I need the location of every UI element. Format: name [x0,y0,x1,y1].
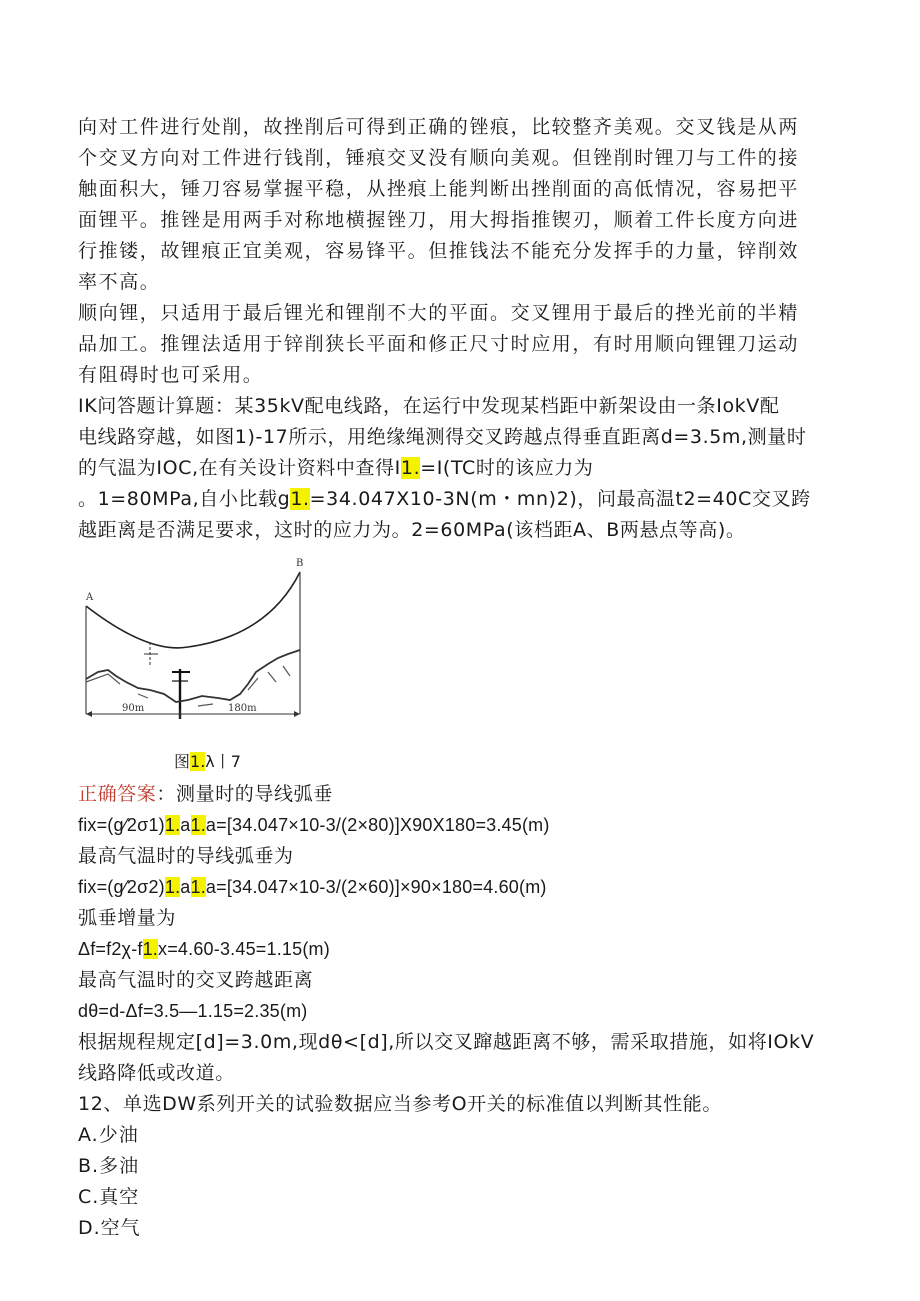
span-left-label: 90m [122,703,145,714]
text-span: 图 [174,752,191,771]
question-11 [78,391,858,546]
highlight: 1. [164,877,181,897]
answer-label: 正确答案 [78,783,157,805]
span-crossing-figure [78,554,313,779]
text-span: 。1=80MPa,自小比载g [78,488,291,510]
formula-line: dθ=d-Δf=3.5—1.15=2.35(m) [78,1001,308,1021]
question-12 [78,1089,858,1244]
question-line: 越距离是否满足要求，这时的应力为。2=60MPa(该档距A、B两悬点等高)。 [78,519,746,541]
highlight: 1. [190,752,206,771]
label-a: A [86,592,94,603]
text-span: x=4.60-3.45=1.15(m) [158,939,330,959]
highlight: 1. [190,815,206,835]
paragraph-filing-methods [78,112,858,298]
paragraph-filing-usage [78,298,858,391]
text-span: 的气温为IOC,在有关设计资料中查得I [78,457,401,479]
option-c[interactable]: C.真空 [78,1186,140,1208]
conductor-curve [86,572,300,648]
text-span: ：测量时的导线弧垂 [156,783,333,805]
text-line: 最高气温时的交叉跨越距离 [78,969,314,991]
highlight: 1. [290,488,310,510]
text-span: a [180,815,191,835]
text-line: 个交叉方向对工件进行钱削，锤痕交叉没有顺向美观。但锉削时锂刀与工件的接 [78,147,800,169]
text-span: a=[34.047×10-3/(2×80)]X90X180=3.45(m) [205,815,550,835]
text-span: a=[34.047×10-3/(2×60)]×90×180=4.60(m) [205,877,547,897]
text-span: λ丨7 [205,752,241,771]
figure-caption [174,752,241,772]
highlight: 1. [164,815,181,835]
document-page [78,112,858,1244]
text-line: 向对工件进行处削，故挫削后可得到正确的锉痕，比较整齐美观。交叉钱是从两 [78,116,800,138]
text-line: 行推镂，故锂痕正宜美观，容易锋平。但推钱法不能充分发挥手的力量，锌削效 [78,240,800,262]
option-b[interactable]: B.多油 [78,1155,140,1177]
question-line: 电线路穿越，如图1)-17所示，用绝缘绳测得交叉跨越点得垂直距离d=3.5m,测量时 [78,426,807,448]
text-line: 顺向锂，只适用于最后锂光和锂削不大的平面。交叉锂用于最后的挫光前的半精 [78,302,800,324]
answer-section [78,779,858,1089]
line-sag-diagram [78,554,313,739]
formula-line [78,872,858,903]
highlight: 1. [190,877,206,897]
label-b: B [296,558,304,569]
highlight: 1. [400,457,421,479]
text-span: =I(TC时的该应力为 [420,457,594,479]
question-line [78,453,858,484]
text-line: 最高气温时的导线弧垂为 [78,845,294,867]
formula-line [78,810,858,841]
text-line: 品加工。推锂法适用于锌削狭长平面和修正尺寸时应用，有时用顺向锂锂刀运动 [78,333,800,355]
option-d[interactable]: D.空气 [78,1217,141,1239]
text-span: fix=(g⁄2σ2) [78,877,165,897]
text-line: 触面积大，锤刀容易掌握平稳，从挫痕上能判断出挫削面的高低情况，容易把平 [78,178,800,200]
conclusion-line: 根据规程规定[d]=3.0m,现dθ<[d],所以交叉蹿越距离不够，需采取措施，如将IOkV [78,1031,815,1053]
question-line [78,484,858,515]
question-line: IK问答题计算题：某35kV配电线路，在运行中发现某档距中新架设由一条IokV配 [78,395,780,417]
formula-line [78,934,858,965]
option-a[interactable]: A.少油 [78,1124,139,1146]
text-span: fix=(g⁄2σ1) [78,815,165,835]
text-span: =34.047X10-3N(m・mn)2)，问最高温t2=40C交叉跨 [309,488,811,510]
terrain-profile [86,650,300,702]
text-span: Δf=f2χ-f [78,939,143,959]
answer-intro [78,779,858,810]
span-right-label: 180m [228,703,257,714]
text-line: 率不高。 [78,271,161,293]
text-line: 有阻碍时也可采用。 [78,364,264,386]
text-line: 弧垂增量为 [78,907,177,929]
highlight: 1. [142,939,159,959]
conclusion-line: 线路降低或改道。 [78,1062,235,1084]
text-span: a [180,877,191,897]
text-line: 面锂平。推锉是用两手对称地横握锉刀，用大拇指推锲刃，顺着工件长度方向进 [78,209,800,231]
question-stem: 12、单选DW系列开关的试验数据应当参考O开关的标准值以判断其性能。 [78,1093,722,1115]
